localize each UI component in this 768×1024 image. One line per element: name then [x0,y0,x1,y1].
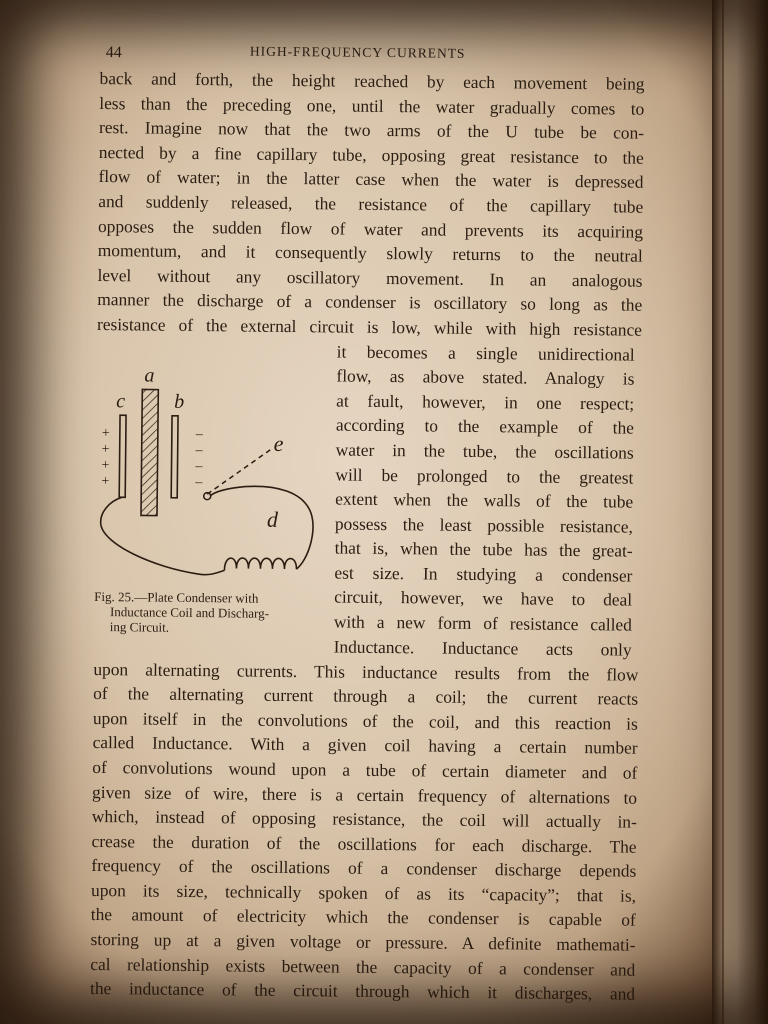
plus-sign: + [101,457,110,473]
text-line: Inductance. Inductance acts only [333,636,632,660]
plus-sign: + [101,473,110,489]
figure-25 [94,345,327,657]
minus-sign: – [195,474,203,490]
label-b: b [174,390,185,413]
text-line: nected by a fine capillary tube, opposing great resistance to the [98,141,644,168]
text-line: of the alternating current through a coil; the current reacts [93,683,639,709]
text-line: crease the duration of the oscillations for each discharge. The [91,830,637,857]
paragraph-bottom [90,656,639,1006]
caption-line: Fig. 25.—Plate Condenser with [94,588,259,606]
text-line: rest. Imagine now that the two arms of the U tube be con- [98,117,645,143]
text-line: the inductance of the circuit through which it discharges, and [89,978,636,1004]
text-line: circuit, however, we have to deal [334,586,633,611]
text-line: the amount of electricity which the condenser is capable of [90,904,636,931]
text-line: at fault, however, in one respect; [336,390,635,414]
plate-c [119,415,126,497]
text-line: flow of water; in the latter case when the water is depressed [98,166,644,193]
text-line: storing up at a given voltage or pressure. A definite mathemati- [90,929,636,955]
text-line: of convolutions wound upon a tube of certain diameter and of [92,756,638,783]
minus-sign: – [195,442,203,458]
label-d: d [266,506,279,532]
condenser-diagram [94,345,327,587]
plus-sign: + [101,441,110,457]
label-c: c [116,389,126,412]
book-page [89,38,645,1004]
text-line: possess the least possible resistance, [334,513,634,537]
text-line: water in the tube, the oscillations [335,439,634,463]
book-page-edge [712,0,768,1024]
text-line: upon itself in the convolutions of the coil, and this reaction is [92,707,638,734]
text-line: which, instead of opposing resistance, the coil will actually in- [91,806,637,832]
running-title: HIGH-FREQUENCY CURRENTS [249,43,466,61]
figure-caption [94,589,320,636]
text-line: resistance of the external circuit is low, while with high resistance [96,313,643,340]
text-line: manner the discharge of a condenser is oscillatory so long as the [97,289,643,316]
text-line: momentum, and it consequently slowly returns to the neutral [97,240,643,266]
text-line: est size. In studying a condenser [334,562,633,586]
label-e: e [273,430,284,456]
text-line: back and forth, the height reached by each movement being [99,67,645,94]
figure-wrap-block [94,337,642,663]
label-a: a [144,364,155,387]
text-line: given size of wire, there is a certain frequency of alternations to [92,781,638,808]
text-line: called Inductance. With a given coil having a certain number [92,732,638,758]
paragraph-side [334,339,635,662]
running-head [100,38,645,72]
text-line: and suddenly released, the resistance of the capillary tube [98,190,644,217]
caption-line: ing Circuit. [109,618,170,635]
text-line: less than the preceding one, until the water gradually comes to [99,92,645,119]
minus-sign: – [195,426,203,442]
text-line: upon alternating currents. This inductance results from the flow [93,658,639,685]
text-line: cal relationship exists between the capacity of a condenser and [90,953,636,980]
dielectric-a [141,389,158,515]
inductance-coil [224,557,296,570]
text-line: extent when the walls of the tube [335,488,634,512]
text-line: level without any oscillatory movement. In an analogous [97,264,643,291]
minus-sign: – [195,458,203,474]
text-line: opposes the sudden flow of water and prevents its acquiring [97,215,644,242]
text-line: according to the example of the [335,414,635,438]
plus-sign: + [101,425,110,441]
text-line: it becomes a single unidirectional [336,341,635,365]
text-line: flow, as above stated. Analogy is [336,365,635,389]
text-line: frequency of the oscillations of a condenser discharge depends [91,855,637,881]
plate-b [171,415,178,497]
text-line: will be prolonged to the greatest [335,463,634,488]
text-line: that is, when the tube has the great- [334,537,633,561]
circuit-wire-left [100,497,225,575]
text-line: upon its size, technically spoken of as its “capacity”; that is, [90,879,637,906]
paragraph-top [97,66,645,342]
page-number: 44 [105,44,122,62]
circuit-wire-right [209,485,313,568]
text-line: with a new form of resistance called [333,611,632,635]
caption-line: Inductance Coil and Discharg- [109,603,270,621]
